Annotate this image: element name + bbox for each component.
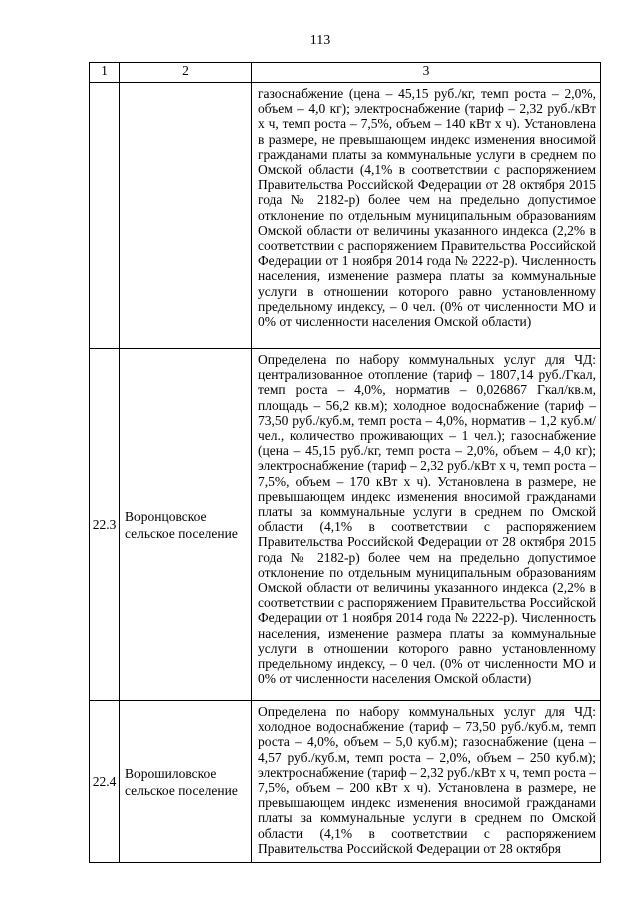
row-number: 22.3 — [90, 349, 120, 701]
row-number — [90, 83, 120, 349]
settlement-name — [120, 83, 252, 349]
settlement-name: Воронцовское сельское поселение — [120, 349, 252, 701]
table-row — [90, 349, 601, 701]
row-description: Определена по набору коммунальных услуг для ЧД: холодное водоснабжение (тариф – 73,50 руб./куб.м, темп роста – 4,0%, объем – 5,0 куб.м); газоснабжение (цена – 4,57 руб./куб.м, темп роста – 2,0%, объем – 250 куб.м); электроснабжение (тариф – 2,32 руб./кВт х ч, темп роста – 7,5%, объем – 200 кВт х ч). Установлена в размере, не превышающем индекс изменения вносимой гражданами платы за коммунальные услуги в среднем по Омской области (4,1% в соответствии с распоряжением Правительства Российской Федерации от 28 октября — [252, 701, 601, 863]
row-description: газоснабжение (цена – 45,15 руб./кг, темп роста – 2,0%, объем – 4,0 кг); электроснабжение (тариф – 2,32 руб./кВт х ч, темп роста – 7,5%, объем – 140 кВт х ч). Установлена в размере, не превышающем индекс изменения вносимой гражданами платы за коммунальные услуги в среднем по Омской области (4,1% в соответствии с распоряжением Правительства Российской Федерации от 28 октября 2015 года № 2182-р) более чем на предельно допустимое отклонение по отдельным муниципальным образованиям Омской области от величины указанного индекса (2,2% в соответствии с распоряжением Правительства Российской Федерации от 1 ноября 2014 года № 2222-р). Численность населения, изменение размера платы за коммунальные услуги в отношении которого равно установленному предельному индексу, – 0 чел. (0% от численности МО и 0% от численности населения Омской области) — [252, 83, 601, 349]
table-header-row — [90, 63, 601, 83]
data-table — [89, 62, 601, 863]
column-header: 3 — [252, 63, 601, 83]
settlement-name: Ворошиловское сельское поселение — [120, 701, 252, 863]
column-header: 1 — [90, 63, 120, 83]
column-header: 2 — [120, 63, 252, 83]
page-number: 113 — [309, 33, 331, 48]
table-row — [90, 83, 601, 349]
table-row — [90, 701, 601, 863]
row-number: 22.4 — [90, 701, 120, 863]
row-description: Определена по набору коммунальных услуг для ЧД: централизованное отопление (тариф – 1807,14 руб./Гкал, темп роста – 4,0%, норматив – 0,026867 Гкал/кв.м, площадь – 56,2 кв.м); холодное водоснабжение (тариф – 73,50 руб./куб.м, темп роста – 4,0%, норматив – 1,2 куб.м/чел., количество проживающих – 1 чел.); газоснабжение (цена – 45,15 руб./кг, темп роста – 2,0%, объем – 4,0 кг); электроснабжение (тариф – 2,32 руб./кВт х ч, темп роста – 7,5%, объем – 170 кВт х ч). Установлена в размере, не превышающем индекс изменения вносимой гражданами платы за коммунальные услуги в среднем по Омской области (4,1% в соответствии с распоряжением Правительства Российской Федерации от 28 октября 2015 года № 2182-р) более чем на предельно допустимое отклонение по отдельным муниципальным образованиям Омской области от величины указанного индекса (2,2% в соответствии с распоряжением Правительства Российской Федерации от 1 ноября 2014 года № 2222-р). Численность населения, изменение размера платы за коммунальные услуги в отношении которого равно установленному предельному индексу, – 0 чел. (0% от численности МО и 0% от численности населения Омской области) — [252, 349, 601, 701]
